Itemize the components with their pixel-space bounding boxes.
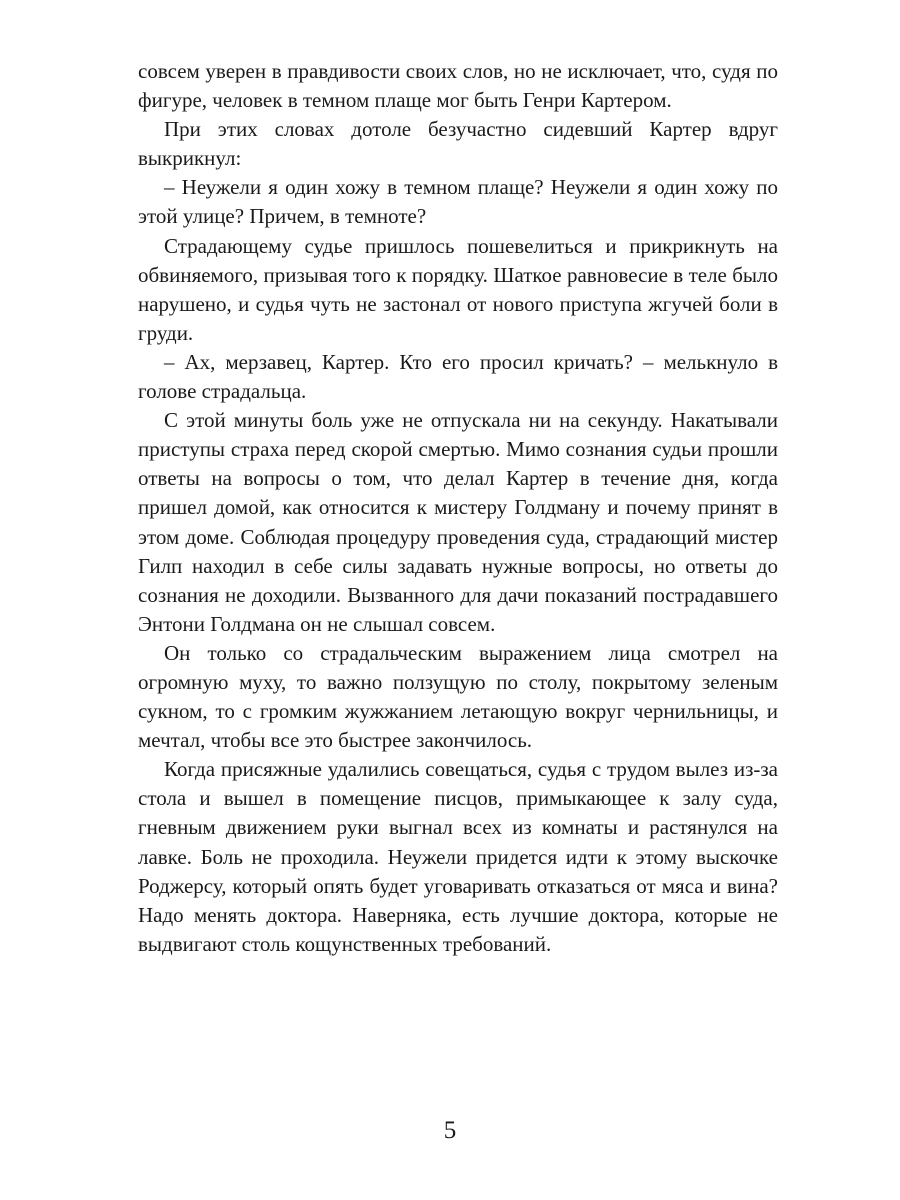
page-number: 5 [443, 1117, 457, 1144]
paragraph: С этой минуты боль уже не отпускала ни на секунду. Накатывали приступы страха перед скорой смертью. Мимо сознания судьи прошли ответы на вопросы о том, что делал Картер в течение дня, когда пришел домой, как относится к мистеру Голдману и почему принят в этом доме. Соблюдая процедуру проведения суда, страдающий мистер Гилп находил в себе силы задавать нужные вопросы, но ответы до сознания не доходили. Вызванного для дачи показаний пострадавшего Энтони Голдмана он не слышал совсем. [138, 408, 778, 636]
paragraph: Когда присяжные удалились совещаться, судья с трудом вылез из-за стола и вышел в помещение писцов, примыкающее к залу суда, гневным движением руки выгнал всех из комнаты и растянулся на лавке. Боль не проходила. Неужели придется идти к этому выскочке Роджерсу, который опять будет уговаривать отказаться от мяса и вина? Надо менять доктора. Наверняка, есть лучшие доктора, которые не выдвигают столь кощунственных требований. [138, 757, 778, 956]
paragraph: – Неужели я один хожу в темном плаще? Неужели я один хожу по этой улице? Причем, в темноте? [138, 175, 778, 229]
body-text [138, 57, 778, 959]
paragraph: – Ах, мерзавец, Картер. Кто его просил кричать? – мелькнуло в голове страдальца. [138, 349, 778, 404]
paragraph: Он только со страдальческим выражением лица смотрел на огромную муху, то важно ползущую по столу, покрытому зеленым сукном, то с громким жужжанием летающую вокруг чернильницы, и мечтал, чтобы все это быстрее закончилось. [138, 640, 778, 753]
paragraph: совсем уверен в правдивости своих слов, но не исключает, что, судя по фигуре, человек в темном плаще мог быть Генри Картером. [138, 59, 778, 113]
paragraph: При этих словах дотоле безучастно сидевший Картер вдруг выкрикнул: [138, 117, 778, 171]
paragraph: Страдающему судье пришлось пошевелиться и прикрикнуть на обвиняемого, призывая того к порядку. Шаткое равновесие в теле было нарушено, и судья чуть не застонал от нового приступа жгучей боли в груди. [138, 233, 778, 345]
